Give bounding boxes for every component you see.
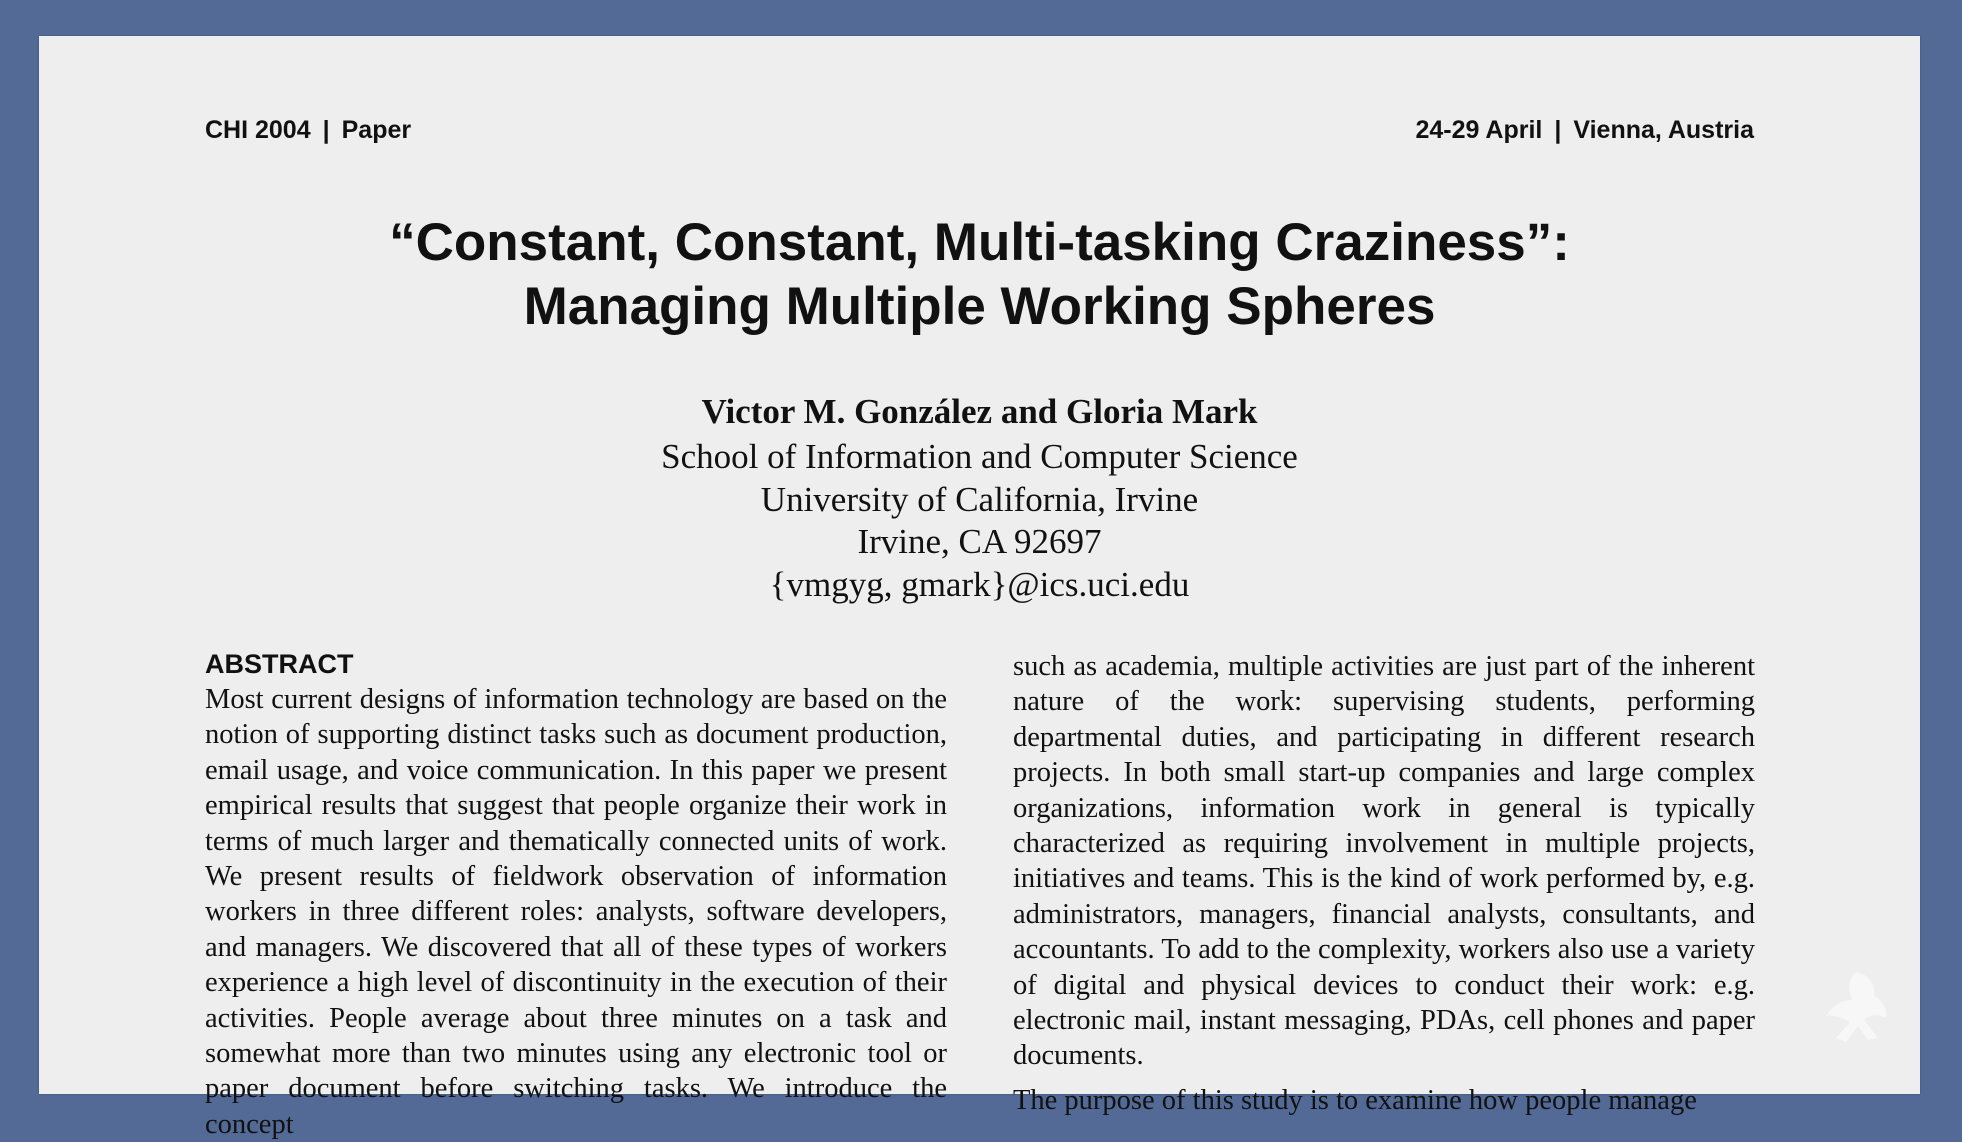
conference-header bbox=[205, 116, 1754, 145]
paper-title bbox=[39, 211, 1920, 339]
author-names: Victor M. González and Gloria Mark bbox=[701, 392, 1258, 431]
affiliation-school: School of Information and Computer Science bbox=[661, 437, 1298, 476]
paper-type: Paper bbox=[341, 116, 412, 144]
right-column bbox=[1013, 649, 1755, 1118]
body-paragraph-2: The purpose of this study is to examine how people manage bbox=[1013, 1084, 1697, 1116]
affiliation-address: Irvine, CA 92697 bbox=[857, 522, 1102, 561]
author-affiliation bbox=[39, 436, 1920, 606]
abstract-text: Most current designs of information technology are based on the notion of supporting distinct tasks such as document production, email usage, and voice communication. In this paper we present empirical results that suggest that people organize their work in terms of much larger and thematically connected units of work. We present results of fieldwork observation of information workers in three different roles: analysts, software developers, and managers. We discovered that all of these types of workers experience a high level of discontinuity in the execution of their activities. People average about three minutes on a task and somewhat more than two minutes using any electronic tool or paper document before switching tasks. We introduce the concept bbox=[205, 684, 947, 1140]
conference-dates: 24-29 April bbox=[1415, 116, 1543, 144]
title-line-2: Managing Multiple Working Spheres bbox=[523, 277, 1436, 336]
affiliation-university: University of California, Irvine bbox=[760, 479, 1199, 519]
conference-location: Vienna, Austria bbox=[1573, 116, 1754, 144]
header-separator: | bbox=[322, 116, 330, 144]
conference-header-left bbox=[205, 116, 411, 145]
conference-name: CHI 2004 bbox=[205, 116, 311, 144]
affiliation-email: {vmgyg, gmark}@ics.uci.edu bbox=[769, 564, 1190, 604]
header-separator: | bbox=[1554, 116, 1562, 144]
left-column bbox=[205, 648, 947, 1142]
paper-page bbox=[39, 36, 1920, 1140]
title-line-1: “Constant, Constant, Multi-tasking Craziness”: bbox=[389, 213, 1570, 272]
bird-logo-icon bbox=[1816, 964, 1896, 1054]
conference-header-right bbox=[1415, 116, 1754, 145]
abstract-heading: ABSTRACT bbox=[205, 649, 354, 679]
body-paragraph-1: such as academia, multiple activities are just part of the inherent nature of the work: supervising students, performing departmental duties, and participating in different research projects. In both small start-up companies and large complex organizations, information work in general is typically characterized as requiring involvement in multiple projects, initiatives and teams. This is the kind of work performed by, e.g. administrators, managers, financial analysts, consultants, and accountants. To add to the complexity, workers also use a variety of digital and physical devices to conduct their work: e.g. electronic mail, instant messaging, PDAs, cell phones and paper documents. bbox=[1013, 651, 1755, 1072]
